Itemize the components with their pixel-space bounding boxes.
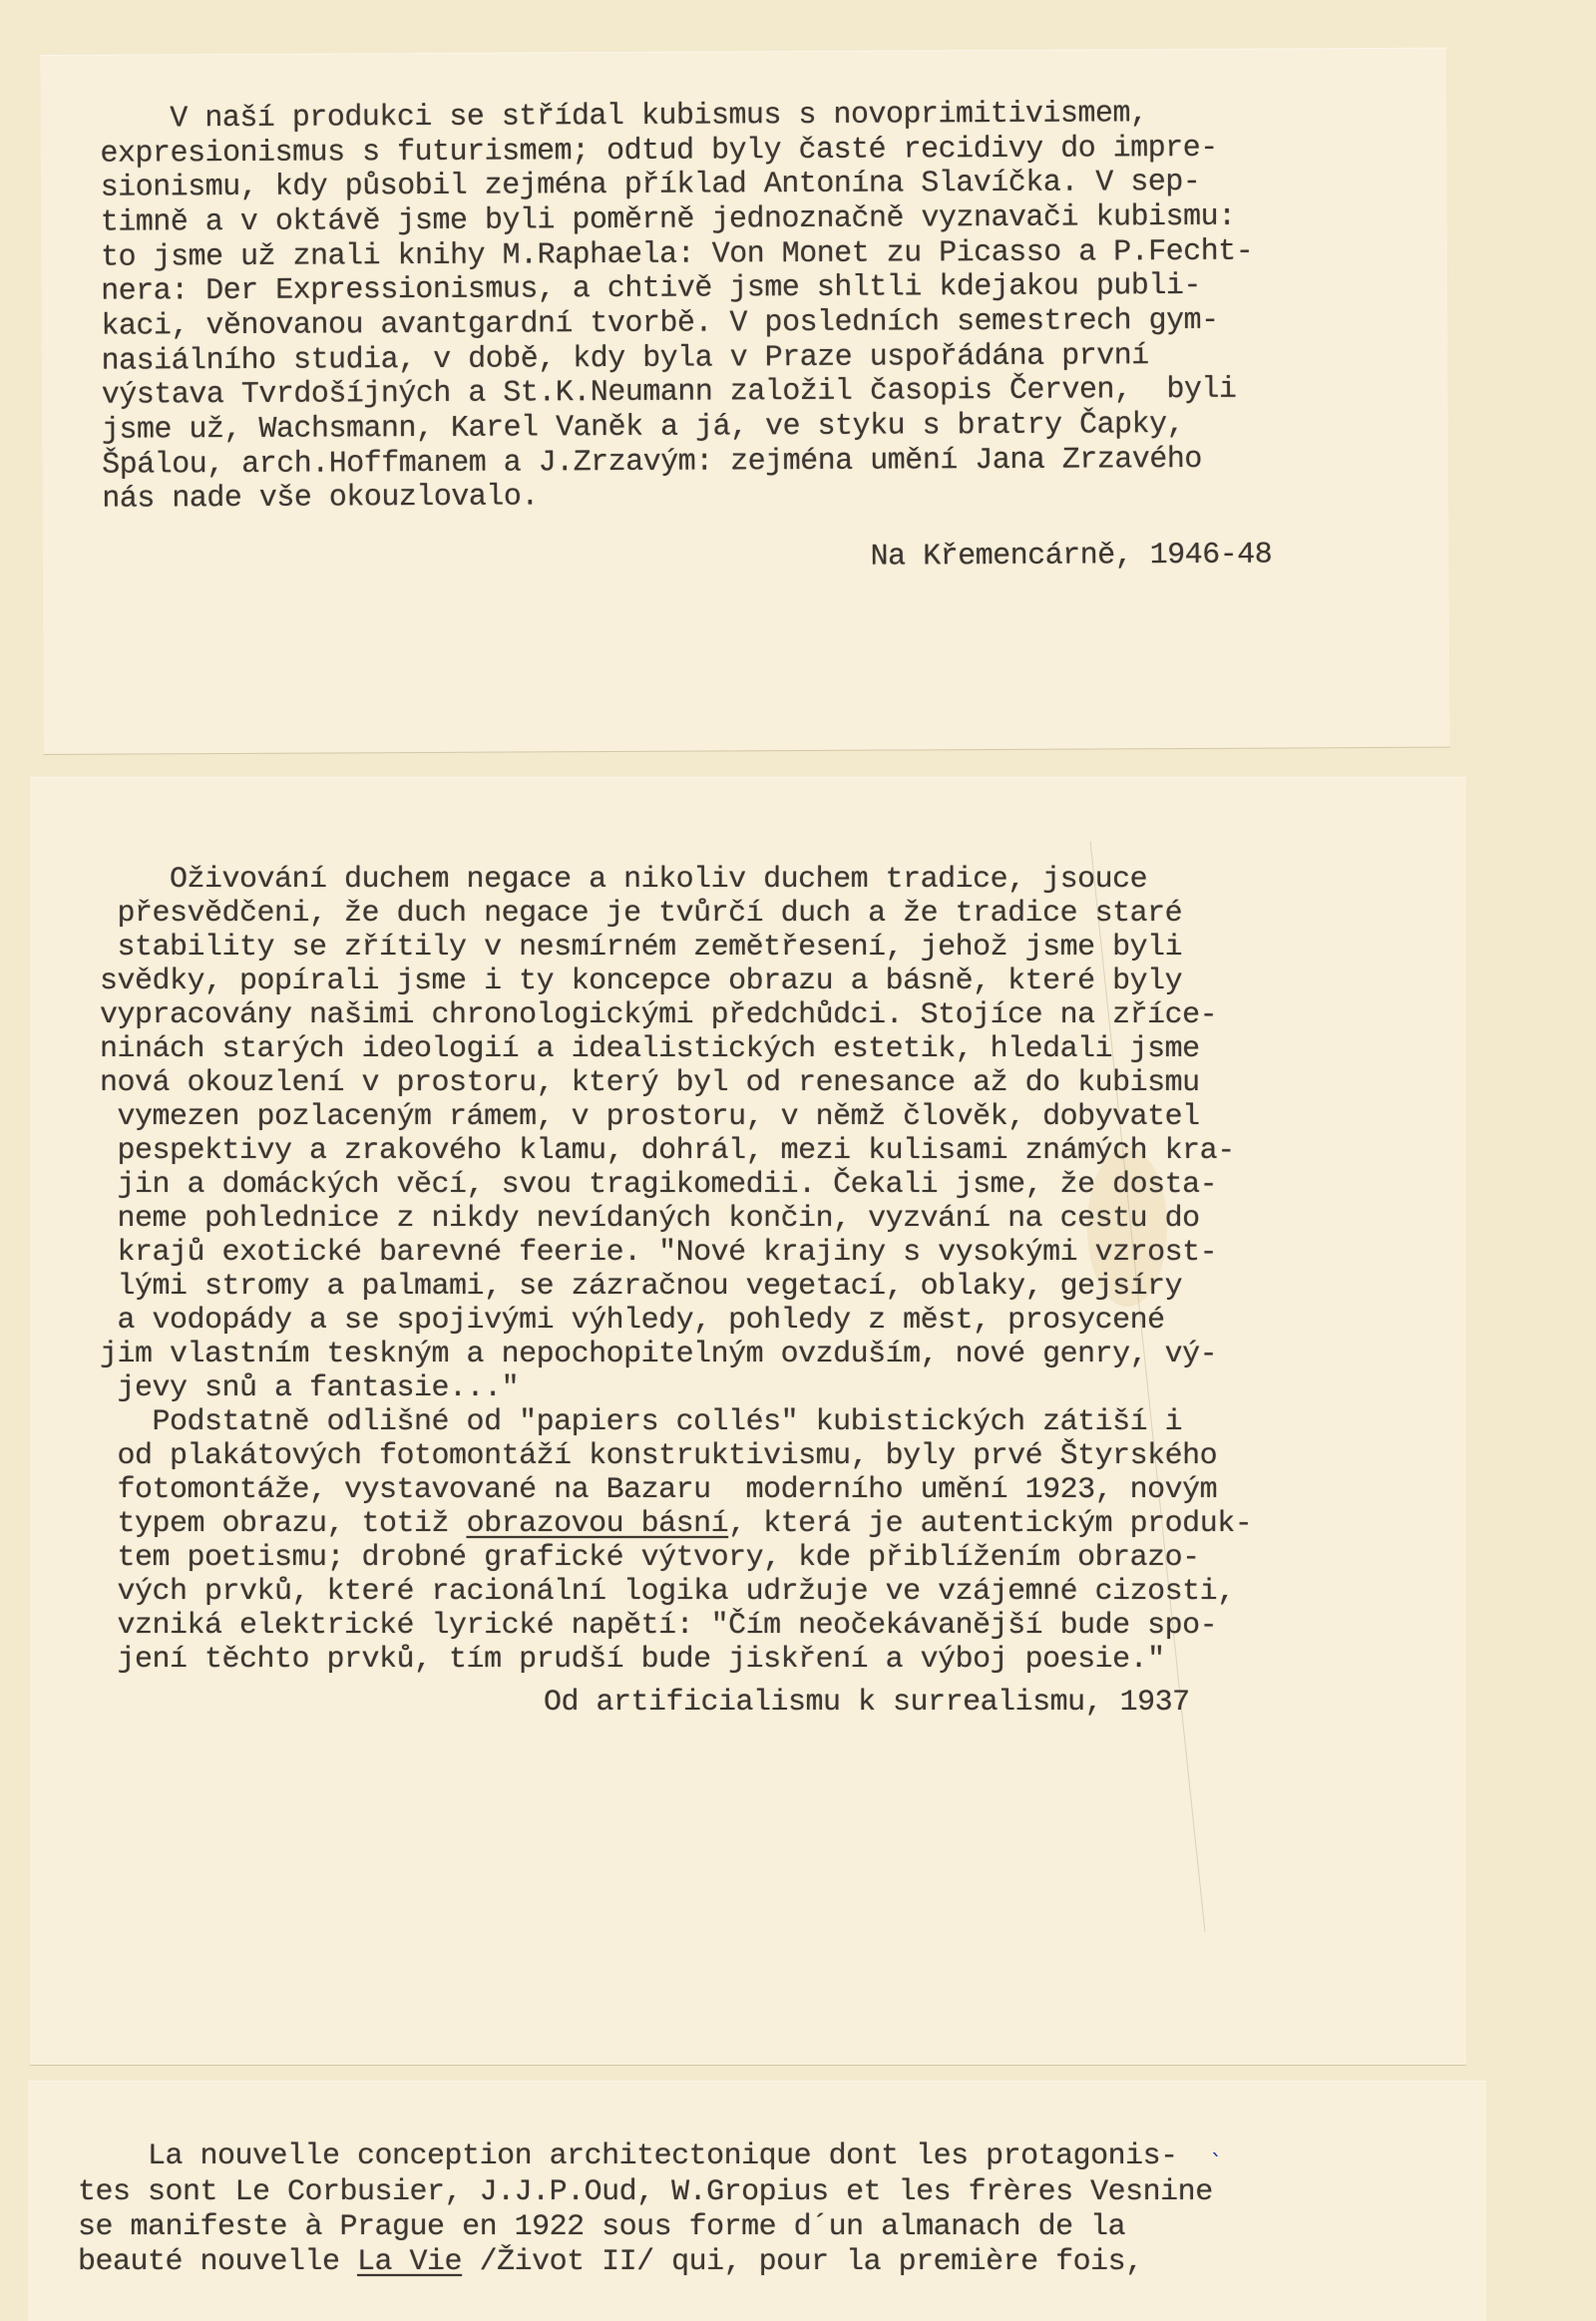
clipping-signature: Od artificialismu k surrealismu, 1937 (544, 1686, 1190, 1720)
text-line: jení těchto prvků, tím prudší bude jiskření a výboj poesie." (100, 1643, 1165, 1677)
text-line: jsme už, Wachsmann, Karel Vaněk a já, ve styku s bratry Čapky, (101, 407, 1185, 448)
text-line: nasiálního studia, v době, kdy byla v Praze uspořádána první (101, 339, 1149, 379)
text-line: lými stromy a palmami, se zázračnou vegetací, oblaky, gejsíry (100, 1270, 1183, 1304)
text-line: od plakátových fotomontáží konstruktivismu, byly prvé Štyrského (100, 1439, 1218, 1473)
text-line: Špálou, arch.Hoffmanem a J.Zrzavým: zejména umění Jana Zrzavého (102, 442, 1202, 483)
text-line: beauté nouvelle La Vie /Život II/ qui, pour la première fois, (78, 2245, 1143, 2279)
text-line: kaci, věnovanou avantgardní tvorbě. V posledních semestrech gym- (101, 303, 1219, 344)
underlined-phrase: obrazovou básní (466, 1507, 729, 1541)
text-line: vypracovány našimi chronologickými předchůdci. Stojíce na zříce- (100, 998, 1218, 1032)
text-line: typem obrazu, totiž obrazovou básní, která je autentickým produk- (100, 1507, 1253, 1541)
text-line: neme pohlednice z nikdy nevídaných končin, vyzvání na cestu do (100, 1202, 1200, 1236)
text-line: vzniká elektrické lyrické napětí: "Čím neočekávanější bude spo- (100, 1609, 1218, 1643)
clipping-signature: Na Křemencárně, 1946-48 (870, 538, 1273, 575)
text-line: krajů exotické barevné feerie. "Nové krajiny s vysokými vzrost- (100, 1236, 1218, 1270)
text-line: Oživování duchem negace a nikoliv duchem tradice, jsouce (100, 863, 1148, 897)
text-line: nová okouzlení v prostoru, který byl od renesance až do kubismu (100, 1066, 1200, 1100)
handwritten-accent-mark: ` (1211, 2151, 1222, 2176)
text-line: V naší produkci se střídal kubismus s novoprimitivismem, (100, 97, 1148, 137)
clipping-1946-48 (40, 49, 1450, 754)
text-line: to jsme už znali knihy M.Raphaela: Von Monet zu Picasso a P.Fecht- (100, 234, 1254, 275)
text-line: vymezen pozlaceným rámem, v prostoru, v němž člověk, dobyvatel (100, 1100, 1200, 1134)
text-line: expresionismus s futurismem; odtud byly časté recidivy do impre- (100, 131, 1218, 172)
clipping-1937 (30, 778, 1466, 2065)
text-line: sionismu, kdy působil zejména příklad Antonína Slavíčka. V sep- (100, 165, 1201, 205)
text-line: tem poetismu; drobné grafické výtvory, kde přiblížením obrazo- (100, 1541, 1200, 1575)
text-line: ninách starých ideologií a idealistických estetik, hledali jsme (100, 1032, 1200, 1066)
text-line: jin a domáckých věcí, svou tragikomedii. Čekali jsme, že dosta- (100, 1168, 1218, 1202)
clipping-french (28, 2082, 1486, 2321)
underlined-phrase: La Vie (357, 2245, 463, 2279)
text-line: stability se zřítily v nesmírném zemětřesení, jehož jsme byli (100, 931, 1183, 965)
text-line: La nouvelle conception architectonique dont les protagonis- (78, 2139, 1178, 2173)
text-line: vých prvků, které racionální logika udržuje ve vzájemné cizosti, (100, 1575, 1235, 1609)
text-line: timně a v oktávě jsme byli poměrně jednoznačně vyznavači kubismu: (100, 199, 1236, 240)
text-line: jevy snů a fantasie..." (100, 1371, 520, 1405)
text-line: se manifeste à Prague en 1922 sous forme d´un almanach de la (78, 2210, 1126, 2244)
text-line: jim vlastním teskným a nepochopitelným ovzduším, nové genry, vý- (100, 1338, 1218, 1371)
text-line: a vodopády a se spojivými výhledy, pohledy z měst, prosycené (100, 1304, 1165, 1338)
text-line: svědky, popírali jsme i ty koncepce obrazu a básně, které byly (100, 965, 1183, 998)
text-line: výstava Tvrdošíjných a St.K.Neumann založil časopis Červen, byli (101, 372, 1237, 413)
text-line: Podstatně odlišné od "papiers collés" kubistických zátiší i (100, 1405, 1183, 1439)
text-line: pespektivy a zrakového klamu, dohrál, mezi kulisami známých kra- (100, 1134, 1235, 1168)
text-line: přesvědčeni, že duch negace je tvůrčí duch a že tradice staré (100, 897, 1183, 931)
text-line: nera: Der Expressionismus, a chtivě jsme shltli kdejakou publi- (101, 268, 1202, 309)
text-line: fotomontáže, vystavované na Bazaru moderního umění 1923, novým (100, 1473, 1218, 1507)
text-line: tes sont Le Corbusier, J.J.P.Oud, W.Gropius et les frères Vesnine (78, 2175, 1213, 2209)
text-line: nás nade vše okouzlovalo. (102, 480, 539, 517)
